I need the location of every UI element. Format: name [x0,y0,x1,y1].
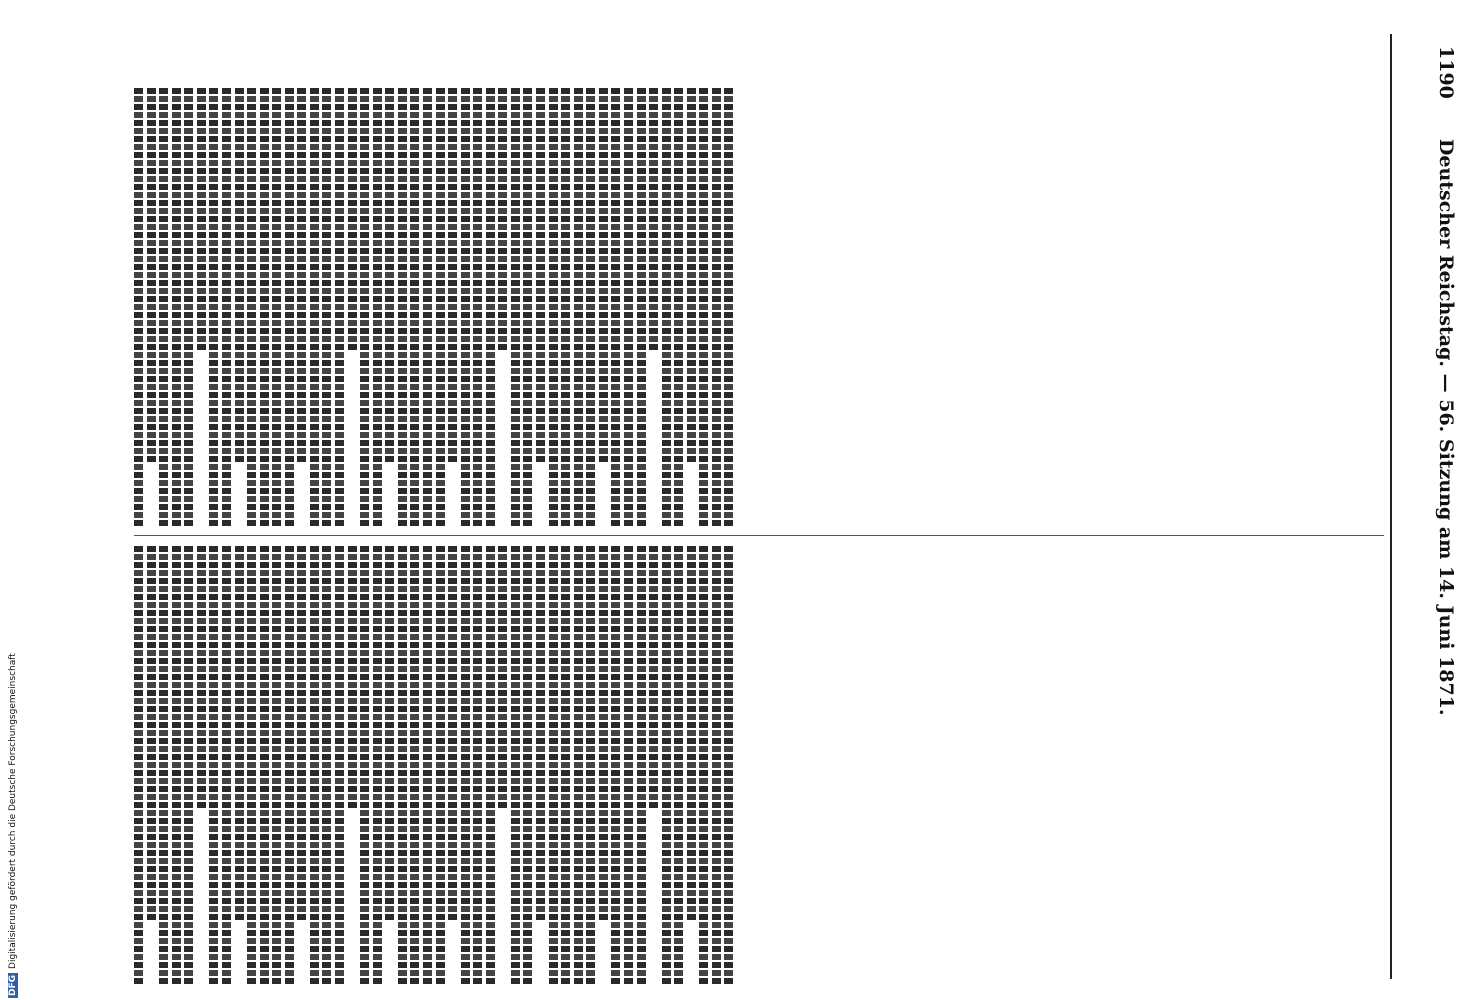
running-header [1426,46,1466,986]
text-line [310,88,319,528]
text-line [511,88,520,528]
text-line [172,546,181,986]
digitization-note: Digitalisierung gefördert durch die Deutsche Forschungsgemeinschaft [8,653,18,969]
text-line [549,546,558,986]
document-page [52,6,1457,994]
text-line [147,546,156,920]
text-line [348,546,357,810]
text-line [586,546,595,986]
text-line [611,88,620,528]
text-line [724,88,733,528]
text-line [260,546,269,986]
text-line [523,546,532,986]
text-line [448,546,457,920]
text-line [687,88,696,462]
text-line [172,88,181,528]
text-line [197,88,206,352]
text-line [297,546,306,920]
text-line [724,546,733,986]
text-line [498,88,507,352]
page-number: 1190 [1435,46,1457,99]
text-line [235,88,244,462]
text-line [410,88,419,528]
text-line [448,88,457,462]
text-line [536,546,545,920]
text-line [473,546,482,986]
text-line [410,546,419,986]
text-line [285,546,294,986]
text-line [674,546,683,986]
text-line [486,88,495,528]
text-line [662,546,671,986]
text-line [184,546,193,986]
text-line [549,88,558,528]
text-line [423,546,432,986]
text-line [373,546,382,986]
text-line [498,546,507,810]
text-line [310,546,319,986]
text-line [159,88,168,528]
text-line [599,546,608,920]
text-line [247,88,256,528]
text-line [574,546,583,986]
text-line [674,88,683,528]
text-line [473,88,482,528]
text-line [209,88,218,528]
text-line [712,546,721,986]
text-line [436,88,445,528]
text-line [222,546,231,986]
text-line [561,88,570,528]
text-line [335,546,344,986]
text-line [611,546,620,986]
text-line [586,88,595,528]
column-divider [134,535,1384,536]
text-line [348,88,357,352]
text-line [184,88,193,528]
text-line [398,546,407,986]
running-title: Deutscher Reichstag. — 56. Sitzung am 14. Juni 1871. [1435,138,1457,716]
text-line [624,546,633,986]
text-line [649,546,658,810]
text-line [624,88,633,528]
text-line [423,88,432,528]
digitization-footer [2,600,24,998]
text-line [649,88,658,352]
text-line [247,546,256,986]
text-line [637,88,646,528]
text-line [197,546,206,810]
text-line [134,88,143,528]
text-line [461,88,470,528]
text-line [511,546,520,986]
text-line [712,88,721,528]
text-line [436,546,445,986]
text-line [523,88,532,528]
text-line [398,88,407,528]
text-line [373,88,382,528]
text-line [285,88,294,528]
text-line [297,88,306,462]
text-line [637,546,646,986]
text-line [272,88,281,528]
dfg-logo: DFG [8,974,18,996]
text-line [574,88,583,528]
text-line [687,546,696,920]
text-line [561,546,570,986]
header-rule [1390,34,1392,979]
text-line [599,88,608,462]
text-line [322,546,331,986]
text-line [385,88,394,462]
text-line [322,88,331,528]
text-line [360,88,369,528]
text-line [699,546,708,986]
text-line [222,88,231,528]
text-line [134,546,143,986]
text-line [209,546,218,986]
text-line [699,88,708,528]
text-line [147,88,156,462]
text-line [235,546,244,920]
text-line [536,88,545,462]
text-column-left [134,88,734,528]
text-line [385,546,394,920]
text-line [461,546,470,986]
text-line [360,546,369,986]
text-line [335,88,344,528]
text-line [159,546,168,986]
text-column-right [134,546,734,986]
text-line [662,88,671,528]
text-line [260,88,269,528]
text-line [272,546,281,986]
text-line [486,546,495,986]
